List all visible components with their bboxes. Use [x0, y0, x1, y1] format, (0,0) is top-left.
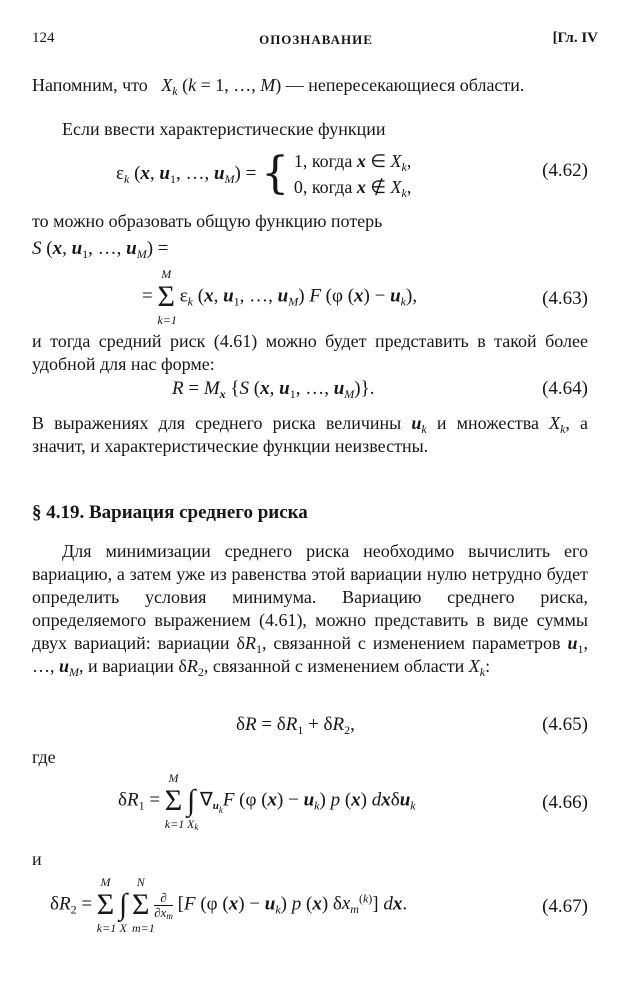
- paragraph-unknowns-text-b: и множества: [436, 413, 539, 433]
- case-when-2: когда: [311, 177, 353, 197]
- paragraph-variation-text-a: Для минимизации среднего риска необходимо вычислить его вариацию, а затем уже из равенства этой вариации нулю нетрудно будет определить условия минимума. Вариацию среднего риска, определяемого выражением (4.61), можно представить в виде суммы двух вариаций: вариации: [32, 541, 588, 653]
- paragraph-variation-text-b: , связанной с изменением параметров: [261, 633, 561, 653]
- equation-number-4-66: (4.66): [542, 792, 588, 813]
- section-heading: § 4.19. Вариация среднего риска: [32, 502, 308, 523]
- equation-number-4-65: (4.65): [542, 714, 588, 735]
- paragraph-variation-text-d: , связанной с изменением области: [203, 656, 465, 676]
- paragraph-average-risk: и тогда средний риск (4.61) можно будет представить в такой более удобной для нас форме:: [32, 331, 588, 374]
- equation-4-63-line2: = Σ M k=1 $\varepsilon_k$ (x, $u_1$, …, $u_M$) F (φ $(x) - u_k$),: [142, 267, 418, 327]
- paragraph-unknowns-text-a: В выражениях для среднего риска величины: [32, 413, 402, 433]
- paragraph-recall: Напомним, что $X_k$ (k = 1, …, M) — непересекающиеся области.: [32, 75, 525, 98]
- equation-number-4-63: (4.63): [542, 288, 588, 309]
- equation-4-65: $\delta R = \delta R_1 + \delta R_2$,: [236, 714, 355, 737]
- paragraph-unknowns: В выражениях для среднего риска величины $u_k$ и множества $X_k$, а значит, и характеристические функции неизвестны.: [32, 413, 589, 456]
- equation-4-67: $\delta R_2 = \Sigma$ M k=1 ∫ X Σ N m=1 $\frac{\partial}{\partial x_m}$ [F (φ $(x) - u_k$) p (x) $\delta x_m^{(k)}$] dx.: [50, 875, 408, 935]
- equation-number-4-62: (4.62): [542, 160, 588, 181]
- equation-number-4-64: (4.64): [542, 378, 588, 399]
- equation-number-4-67: (4.67): [542, 896, 588, 917]
- word-where: где: [32, 747, 56, 767]
- case-when-1: когда: [311, 151, 353, 171]
- paragraph-recall-text-a: Напомним, что: [32, 75, 148, 95]
- equation-4-62: $\varepsilon_k$ (x, $u_1$, …, $u_M$) = { 1, когда x ∈ $X_k$, 0, когда x ∉ $X_k$,: [116, 148, 412, 200]
- paragraph-recall-text-b: — непересекающиеся области.: [285, 75, 525, 95]
- paragraph-variation-text-c: , и вариации: [79, 656, 174, 676]
- word-and: и: [32, 849, 42, 869]
- paragraph-loss-function: то можно образовать общую функцию потерь: [32, 211, 383, 231]
- equation-4-64: $R = M_x$ {S (x, $u_1$, …, $u_M$)}.: [172, 378, 375, 401]
- paragraph-char-functions: Если ввести характеристические функции: [62, 119, 386, 139]
- paragraph-unknowns-text-c: , а значит, и характеристические функции неизвестны.: [32, 413, 589, 456]
- chapter-label: [Гл. IV: [552, 30, 598, 46]
- equation-4-63-line1: S (x, $u_1$, …, $u_M$) =: [32, 238, 169, 261]
- running-title: ОПОЗНАВАНИЕ: [259, 32, 373, 47]
- page-number: 124: [32, 30, 55, 46]
- equation-4-66: $\delta R_1 = \Sigma$ M k=1 ∫ $X_k$ $\nabla_{u_k}F$ (φ $(x) - u_k$) p (x) dxδu$_k$: [118, 771, 416, 832]
- paragraph-variation: Для минимизации среднего риска необходимо вычислить его вариацию, а затем уже из равенства этой вариации нулю нетрудно будет определить условия минимума. Вариацию среднего риска, определяемого выражением (4.61), можно представить в виде суммы двух вариаций: вариации $\delta R_1$, связанной с изменением параметров $u_1$, …, $u_M$, и вариации $\delta R_2$, связанной с изменением области $X_k$:: [32, 541, 589, 679]
